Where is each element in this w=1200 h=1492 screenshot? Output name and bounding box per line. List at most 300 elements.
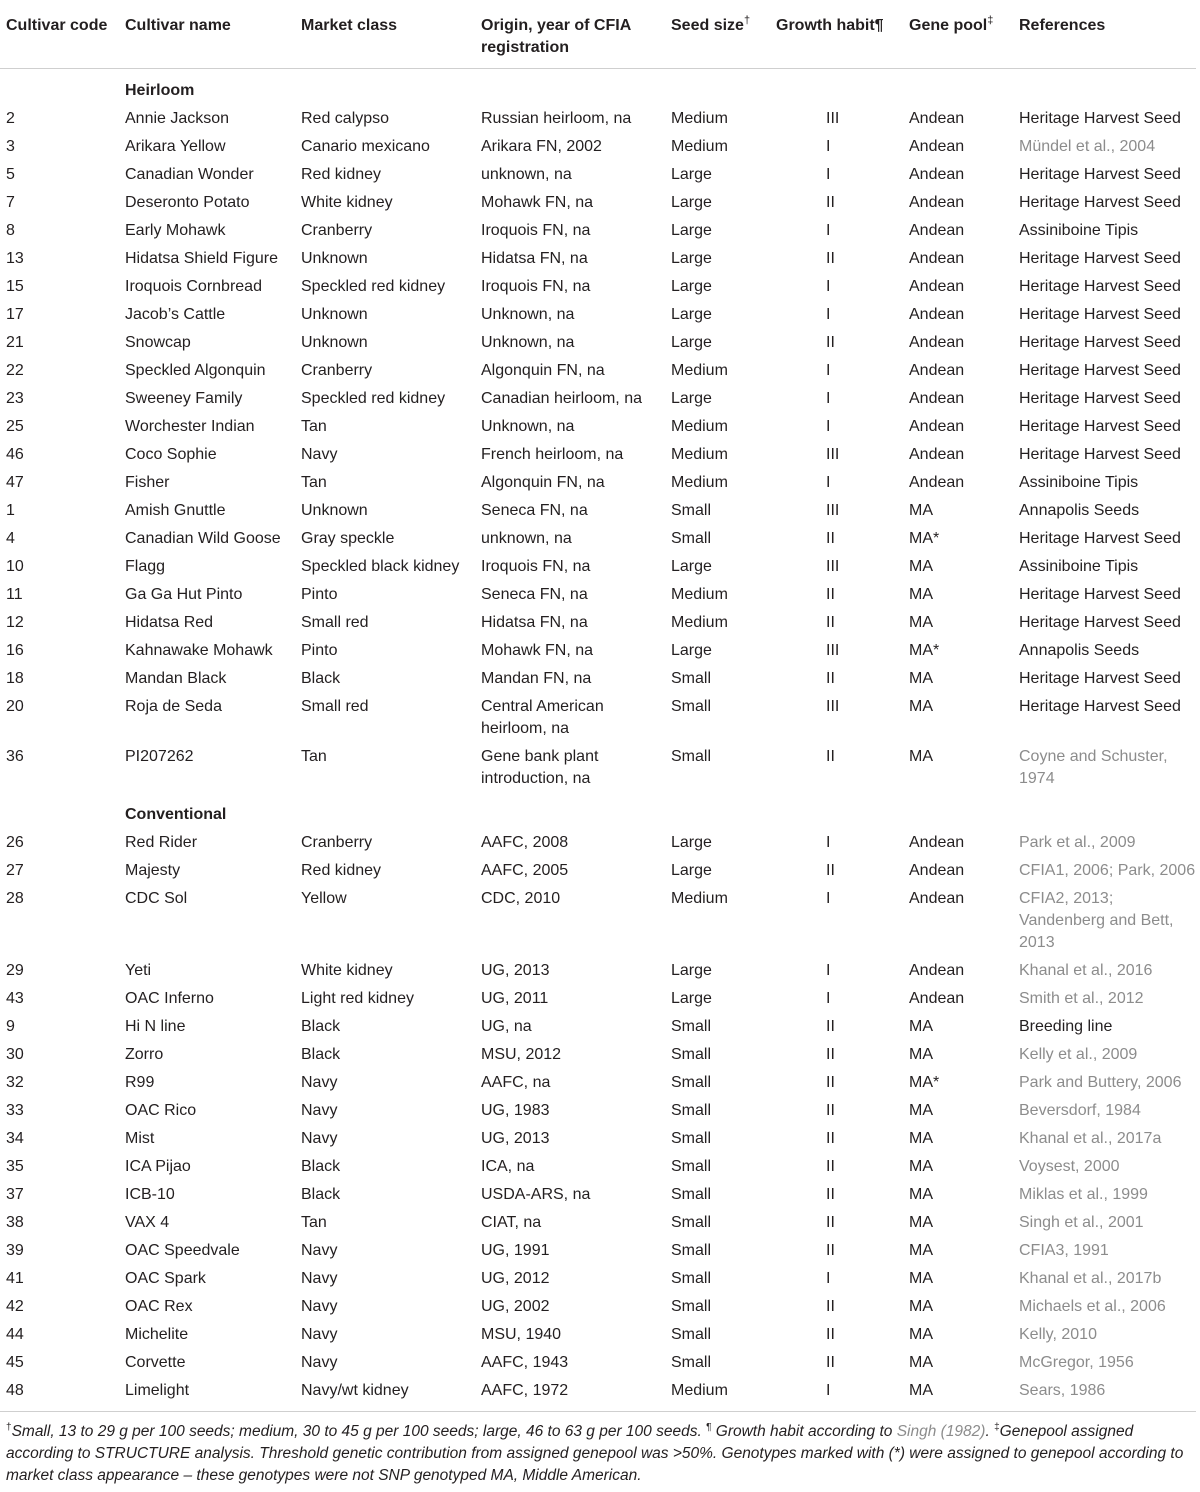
table-row [0, 743, 1196, 793]
table-row [0, 329, 1196, 357]
seed-size-cell: Medium [671, 418, 728, 435]
reference-cell[interactable]: Smith et al., 2012 [1019, 990, 1144, 1007]
footnote-sep: . [985, 1423, 995, 1441]
seed-size-cell: Medium [671, 110, 728, 127]
growth-habit-cell: II [826, 1326, 835, 1343]
footnote-singh-link[interactable]: Singh (1982) [896, 1423, 986, 1441]
growth-habit-cell: II [826, 586, 835, 603]
cultivar-name-cell: Worchester Indian [125, 418, 255, 435]
cultivar-name-cell: Roja de Seda [125, 698, 222, 715]
gene-pool-cell: Andean [909, 250, 965, 267]
column-header-label: Cultivar name [125, 17, 231, 34]
gene-pool-cell: Andean [909, 862, 965, 879]
cultivar-name-cell: Mandan Black [125, 670, 227, 687]
growth-habit-cell: I [826, 222, 831, 239]
gene-pool-cell: Andean [909, 194, 965, 211]
market-class-cell: Navy [301, 1242, 338, 1259]
growth-habit-cell: I [826, 990, 831, 1007]
cultivar-code-cell: 34 [6, 1130, 24, 1147]
seed-size-cell: Large [671, 278, 712, 295]
market-class-cell: Navy [301, 1270, 338, 1287]
table-row [0, 1069, 1196, 1097]
seed-size-cell: Large [671, 250, 712, 267]
market-class-cell: Gray speckle [301, 530, 395, 547]
growth-habit-cell: II [826, 194, 835, 211]
market-class-cell: Speckled black kidney [301, 558, 460, 575]
cultivar-name-cell: OAC Speedvale [125, 1242, 240, 1259]
header-row [0, 0, 1196, 69]
reference-cell[interactable]: Singh et al., 2001 [1019, 1214, 1144, 1231]
cultivar-code-cell: 44 [6, 1326, 24, 1343]
table-footnote [0, 1411, 1196, 1487]
market-class-cell: Black [301, 1158, 341, 1175]
growth-habit-cell: II [826, 862, 835, 879]
reference-cell: Assiniboine Tipis [1019, 558, 1139, 575]
table-row [0, 441, 1196, 469]
column-header [301, 0, 481, 69]
reference-cell: Heritage Harvest Seed [1019, 698, 1181, 715]
cultivar-code-cell: 33 [6, 1102, 24, 1119]
cultivar-name-cell: R99 [125, 1074, 155, 1091]
cultivar-name-cell: Hi N line [125, 1018, 186, 1035]
market-class-cell: Black [301, 1186, 341, 1203]
origin-cell: UG, 2012 [481, 1270, 550, 1287]
origin-cell: Hidatsa FN, na [481, 250, 588, 267]
cultivar-name-cell: PI207262 [125, 748, 194, 765]
cultivar-name-cell: Canadian Wild Goose [125, 530, 281, 547]
cultivar-code-cell: 2 [6, 110, 15, 127]
reference-cell: Heritage Harvest Seed [1019, 278, 1181, 295]
table-row [0, 161, 1196, 189]
seed-size-cell: Small [671, 530, 712, 547]
seed-size-cell: Medium [671, 446, 728, 463]
table-row [0, 1293, 1196, 1321]
gene-pool-cell: MA [909, 1326, 933, 1343]
table-row [0, 525, 1196, 553]
table-body [0, 69, 1196, 1406]
cultivar-name-cell: Zorro [125, 1046, 164, 1063]
market-class-cell: Navy [301, 446, 338, 463]
section-title: Heirloom [125, 82, 195, 99]
seed-size-cell: Medium [671, 890, 728, 907]
market-class-cell: Cranberry [301, 362, 373, 379]
market-class-cell: Pinto [301, 642, 338, 659]
table-row [0, 133, 1196, 161]
market-class-cell: Red kidney [301, 862, 382, 879]
seed-size-cell: Small [671, 1046, 712, 1063]
table-row [0, 1125, 1196, 1153]
reference-cell[interactable]: Kelly et al., 2009 [1019, 1046, 1138, 1063]
reference-cell[interactable]: Khanal et al., 2017a [1019, 1130, 1162, 1147]
footnote-dagger: † [6, 1422, 12, 1433]
market-class-cell: Black [301, 1046, 341, 1063]
growth-habit-cell: I [826, 390, 831, 407]
section-row [0, 69, 1196, 106]
gene-pool-cell: MA [909, 1046, 933, 1063]
growth-habit-cell: II [826, 1158, 835, 1175]
seed-size-cell: Small [671, 1186, 712, 1203]
market-class-cell: Navy [301, 1326, 338, 1343]
origin-cell: Gene bank plant introduction, na [481, 748, 599, 787]
market-class-cell: Navy [301, 1074, 338, 1091]
cultivar-name-cell: Speckled Algonquin [125, 362, 266, 379]
origin-cell: ICA, na [481, 1158, 535, 1175]
market-class-cell: Cranberry [301, 834, 373, 851]
origin-cell: Mohawk FN, na [481, 642, 594, 659]
origin-cell: Seneca FN, na [481, 502, 588, 519]
origin-cell: AAFC, 2005 [481, 862, 569, 879]
column-header-footnote-mark: † [743, 14, 751, 27]
origin-cell: Iroquois FN, na [481, 278, 591, 295]
table-row [0, 301, 1196, 329]
cultivar-code-cell: 1 [6, 502, 15, 519]
cultivar-name-cell: OAC Spark [125, 1270, 206, 1287]
reference-cell: Heritage Harvest Seed [1019, 334, 1181, 351]
section-spacer [0, 793, 125, 829]
cultivar-code-cell: 35 [6, 1158, 24, 1175]
table-row [0, 637, 1196, 665]
growth-habit-cell: II [826, 334, 835, 351]
origin-cell: Canadian heirloom, na [481, 390, 642, 407]
table-row [0, 829, 1196, 857]
cultivar-code-cell: 32 [6, 1074, 24, 1091]
growth-habit-cell: I [826, 138, 831, 155]
market-class-cell: Speckled red kidney [301, 278, 446, 295]
cultivar-name-cell: Red Rider [125, 834, 198, 851]
seed-size-cell: Large [671, 862, 712, 879]
column-header [909, 0, 1019, 69]
growth-habit-cell: III [826, 110, 840, 127]
footnote-ddagger: ‡ [994, 1422, 1000, 1433]
reference-cell[interactable]: Voysest, 2000 [1019, 1158, 1120, 1175]
gene-pool-cell: Andean [909, 418, 965, 435]
cultivar-name-cell: ICB-10 [125, 1186, 175, 1203]
market-class-cell: Unknown [301, 334, 368, 351]
growth-habit-cell: III [826, 698, 840, 715]
reference-cell: Heritage Harvest Seed [1019, 530, 1181, 547]
reference-cell[interactable]: Khanal et al., 2017b [1019, 1270, 1162, 1287]
cultivar-code-cell: 20 [6, 698, 24, 715]
table-row [0, 1153, 1196, 1181]
growth-habit-cell: II [826, 748, 835, 765]
table-row [0, 1349, 1196, 1377]
origin-cell: Russian heirloom, na [481, 110, 632, 127]
seed-size-cell: Small [671, 1270, 712, 1287]
origin-cell: Algonquin FN, na [481, 474, 605, 491]
table-row [0, 413, 1196, 441]
gene-pool-cell: Andean [909, 278, 965, 295]
seed-size-cell: Small [671, 1018, 712, 1035]
footnote-pilcrow: ¶ [706, 1422, 712, 1433]
reference-cell[interactable]: CFIA2, 2013; Vandenberg and Bett, 2013 [1019, 890, 1174, 951]
market-class-cell: Red calypso [301, 110, 390, 127]
gene-pool-cell: MA* [909, 530, 940, 547]
cultivar-name-cell: Mist [125, 1130, 155, 1147]
seed-size-cell: Large [671, 334, 712, 351]
cultivar-name-cell: Corvette [125, 1354, 186, 1371]
reference-cell[interactable]: Khanal et al., 2016 [1019, 962, 1153, 979]
market-class-cell: White kidney [301, 962, 393, 979]
cultivar-name-cell: CDC Sol [125, 890, 188, 907]
growth-habit-cell: II [826, 1298, 835, 1315]
gene-pool-cell: Andean [909, 334, 965, 351]
origin-cell: UG, na [481, 1018, 532, 1035]
cultivar-code-cell: 11 [6, 586, 23, 603]
gene-pool-cell: Andean [909, 362, 965, 379]
reference-cell: Heritage Harvest Seed [1019, 306, 1181, 323]
table-row [0, 273, 1196, 301]
growth-habit-cell: II [826, 1074, 835, 1091]
seed-size-cell: Small [671, 670, 712, 687]
reference-cell: Heritage Harvest Seed [1019, 166, 1181, 183]
cultivar-code-cell: 47 [6, 474, 24, 491]
seed-size-cell: Medium [671, 474, 728, 491]
growth-habit-cell: II [826, 1186, 835, 1203]
cultivar-code-cell: 12 [6, 614, 24, 631]
reference-cell[interactable]: CFIA1, 2006; Park, 2006 [1019, 862, 1196, 879]
reference-cell[interactable]: Kelly, 2010 [1019, 1326, 1097, 1343]
gene-pool-cell: MA [909, 502, 933, 519]
reference-cell[interactable]: Beversdorf, 1984 [1019, 1102, 1141, 1119]
growth-habit-cell: II [826, 1354, 835, 1371]
gene-pool-cell: Andean [909, 962, 965, 979]
reference-cell: Heritage Harvest Seed [1019, 586, 1181, 603]
cultivar-code-cell: 22 [6, 362, 24, 379]
table-row [0, 357, 1196, 385]
cultivar-name-cell: OAC Rex [125, 1298, 193, 1315]
cultivar-code-cell: 8 [6, 222, 15, 239]
cultivar-code-cell: 41 [6, 1270, 24, 1287]
origin-cell: Unknown, na [481, 418, 575, 435]
seed-size-cell: Large [671, 166, 712, 183]
growth-habit-cell: I [826, 418, 831, 435]
seed-size-cell: Small [671, 1214, 712, 1231]
growth-habit-cell: III [826, 642, 840, 659]
reference-cell: Annapolis Seeds [1019, 502, 1140, 519]
gene-pool-cell: Andean [909, 474, 965, 491]
cultivar-name-cell: Arikara Yellow [125, 138, 226, 155]
gene-pool-cell: MA [909, 586, 933, 603]
market-class-cell: Small red [301, 614, 369, 631]
cultivar-name-cell: Yeti [125, 962, 152, 979]
table-row [0, 581, 1196, 609]
column-header-label: Market class [301, 17, 398, 34]
origin-cell: Iroquois FN, na [481, 558, 591, 575]
reference-cell[interactable]: Sears, 1986 [1019, 1382, 1106, 1399]
market-class-cell: Navy/wt kidney [301, 1382, 409, 1399]
gene-pool-cell: MA [909, 1018, 933, 1035]
reference-cell[interactable]: McGregor, 1956 [1019, 1354, 1134, 1371]
seed-size-cell: Large [671, 962, 712, 979]
table-row [0, 1013, 1196, 1041]
cultivar-code-cell: 36 [6, 748, 24, 765]
growth-habit-cell: I [826, 962, 831, 979]
reference-cell[interactable]: Park and Buttery, 2006 [1019, 1074, 1182, 1091]
growth-habit-cell: I [826, 1270, 831, 1287]
seed-size-cell: Small [671, 748, 712, 765]
growth-habit-cell: III [826, 502, 840, 519]
gene-pool-cell: MA [909, 614, 933, 631]
seed-size-cell: Small [671, 1326, 712, 1343]
origin-cell: UG, 2011 [481, 990, 549, 1007]
origin-cell: Iroquois FN, na [481, 222, 591, 239]
cultivar-code-cell: 39 [6, 1242, 24, 1259]
origin-cell: UG, 1991 [481, 1242, 550, 1259]
market-class-cell: Navy [301, 1354, 338, 1371]
table-row [0, 1265, 1196, 1293]
origin-cell: AAFC, na [481, 1074, 551, 1091]
reference-cell[interactable]: Michaels et al., 2006 [1019, 1298, 1166, 1315]
growth-habit-cell: II [826, 1018, 835, 1035]
seed-size-cell: Large [671, 390, 712, 407]
growth-habit-cell: II [826, 670, 835, 687]
origin-cell: UG, 2002 [481, 1298, 550, 1315]
table-row [0, 885, 1196, 957]
market-class-cell: Cranberry [301, 222, 373, 239]
growth-habit-cell: I [826, 474, 831, 491]
cultivar-name-cell: Iroquois Cornbread [125, 278, 262, 295]
table-row [0, 1097, 1196, 1125]
origin-cell: Mohawk FN, na [481, 194, 594, 211]
table-row [0, 245, 1196, 273]
column-header-label: Cultivar code [6, 17, 108, 34]
table-row [0, 1377, 1196, 1405]
seed-size-cell: Small [671, 1074, 712, 1091]
cultivar-name-cell: Annie Jackson [125, 110, 230, 127]
cultivar-name-cell: Hidatsa Shield Figure [125, 250, 278, 267]
market-class-cell: Canario mexicano [301, 138, 430, 155]
reference-cell[interactable]: Mündel et al., 2004 [1019, 138, 1156, 155]
cultivar-name-cell: Jacob’s Cattle [125, 306, 226, 323]
section-title: Conventional [125, 806, 227, 823]
reference-cell[interactable]: Park et al., 2009 [1019, 834, 1136, 851]
growth-habit-cell: II [826, 1046, 835, 1063]
gene-pool-cell: MA [909, 1102, 933, 1119]
seed-size-cell: Medium [671, 138, 728, 155]
seed-size-cell: Medium [671, 362, 728, 379]
origin-cell: French heirloom, na [481, 446, 624, 463]
table-row [0, 1321, 1196, 1349]
cultivar-code-cell: 38 [6, 1214, 24, 1231]
column-header-label: Seed size [671, 17, 744, 34]
gene-pool-cell: MA [909, 698, 933, 715]
table-row [0, 497, 1196, 525]
market-class-cell: Unknown [301, 502, 368, 519]
cultivar-code-cell: 13 [6, 250, 24, 267]
cultivar-code-cell: 5 [6, 166, 15, 183]
seed-size-cell: Large [671, 194, 712, 211]
cultivar-code-cell: 27 [6, 862, 24, 879]
cultivar-code-cell: 17 [6, 306, 24, 323]
gene-pool-cell: MA [909, 1242, 933, 1259]
growth-habit-cell: I [826, 1382, 831, 1399]
table-row [0, 1041, 1196, 1069]
gene-pool-cell: Andean [909, 110, 965, 127]
cultivar-name-cell: Michelite [125, 1326, 189, 1343]
column-header [481, 0, 671, 69]
reference-cell[interactable]: Coyne and Schuster, 1974 [1019, 748, 1168, 787]
growth-habit-cell: II [826, 1130, 835, 1147]
gene-pool-cell: MA [909, 1130, 933, 1147]
seed-size-cell: Large [671, 558, 712, 575]
market-class-cell: Navy [301, 1298, 338, 1315]
reference-cell[interactable]: CFIA3, 1991 [1019, 1242, 1109, 1259]
growth-habit-cell: III [826, 558, 840, 575]
origin-cell: unknown, na [481, 166, 572, 183]
column-header [0, 0, 125, 69]
market-class-cell: Tan [301, 1214, 327, 1231]
reference-cell: Heritage Harvest Seed [1019, 250, 1181, 267]
cultivar-name-cell: Deseronto Potato [125, 194, 250, 211]
footnote-growth-habit: Growth habit according to [711, 1423, 897, 1441]
origin-cell: CIAT, na [481, 1214, 542, 1231]
cultivar-name-cell: OAC Inferno [125, 990, 214, 1007]
growth-habit-cell: I [826, 362, 831, 379]
gene-pool-cell: MA* [909, 642, 940, 659]
origin-cell: MSU, 2012 [481, 1046, 562, 1063]
cultivar-code-cell: 7 [6, 194, 15, 211]
cultivar-name-cell: Fisher [125, 474, 170, 491]
reference-cell: Assiniboine Tipis [1019, 474, 1139, 491]
cultivar-name-cell: Snowcap [125, 334, 191, 351]
reference-cell[interactable]: Miklas et al., 1999 [1019, 1186, 1148, 1203]
column-header-footnote-mark: ‡ [987, 14, 994, 27]
gene-pool-cell: MA [909, 1298, 933, 1315]
gene-pool-cell: Andean [909, 138, 965, 155]
column-header [125, 0, 301, 69]
gene-pool-cell: Andean [909, 390, 965, 407]
cultivar-name-cell: Hidatsa Red [125, 614, 214, 631]
reference-cell: Heritage Harvest Seed [1019, 670, 1181, 687]
market-class-cell: Yellow [301, 890, 347, 907]
origin-cell: Seneca FN, na [481, 586, 588, 603]
cultivar-code-cell: 4 [6, 530, 15, 547]
gene-pool-cell: Andean [909, 834, 965, 851]
cultivar-name-cell: Canadian Wonder [125, 166, 254, 183]
growth-habit-cell: II [826, 1242, 835, 1259]
market-class-cell: Small red [301, 698, 369, 715]
origin-cell: Hidatsa FN, na [481, 614, 588, 631]
market-class-cell: Tan [301, 748, 327, 765]
seed-size-cell: Medium [671, 1382, 728, 1399]
column-header-label: Gene pool [909, 17, 988, 34]
gene-pool-cell: MA [909, 1158, 933, 1175]
market-class-cell: White kidney [301, 194, 393, 211]
seed-size-cell: Large [671, 990, 712, 1007]
seed-size-cell: Large [671, 222, 712, 239]
table-row [0, 609, 1196, 637]
origin-cell: AAFC, 2008 [481, 834, 569, 851]
cultivar-code-cell: 43 [6, 990, 24, 1007]
growth-habit-cell: I [826, 834, 831, 851]
cultivar-name-cell: Sweeney Family [125, 390, 243, 407]
market-class-cell: Black [301, 1018, 341, 1035]
cultivar-name-cell: Majesty [125, 862, 181, 879]
table-row [0, 385, 1196, 413]
reference-cell: Assiniboine Tipis [1019, 222, 1139, 239]
cultivar-code-cell: 18 [6, 670, 24, 687]
origin-cell: unknown, na [481, 530, 572, 547]
column-header-label: Growth habit¶ [776, 17, 884, 34]
growth-habit-cell: II [826, 1214, 835, 1231]
reference-cell: Heritage Harvest Seed [1019, 390, 1181, 407]
cultivar-code-cell: 30 [6, 1046, 24, 1063]
origin-cell: Arikara FN, 2002 [481, 138, 602, 155]
market-class-cell: Red kidney [301, 166, 382, 183]
seed-size-cell: Large [671, 642, 712, 659]
seed-size-cell: Small [671, 698, 712, 715]
cultivar-name-cell: Ga Ga Hut Pinto [125, 586, 243, 603]
